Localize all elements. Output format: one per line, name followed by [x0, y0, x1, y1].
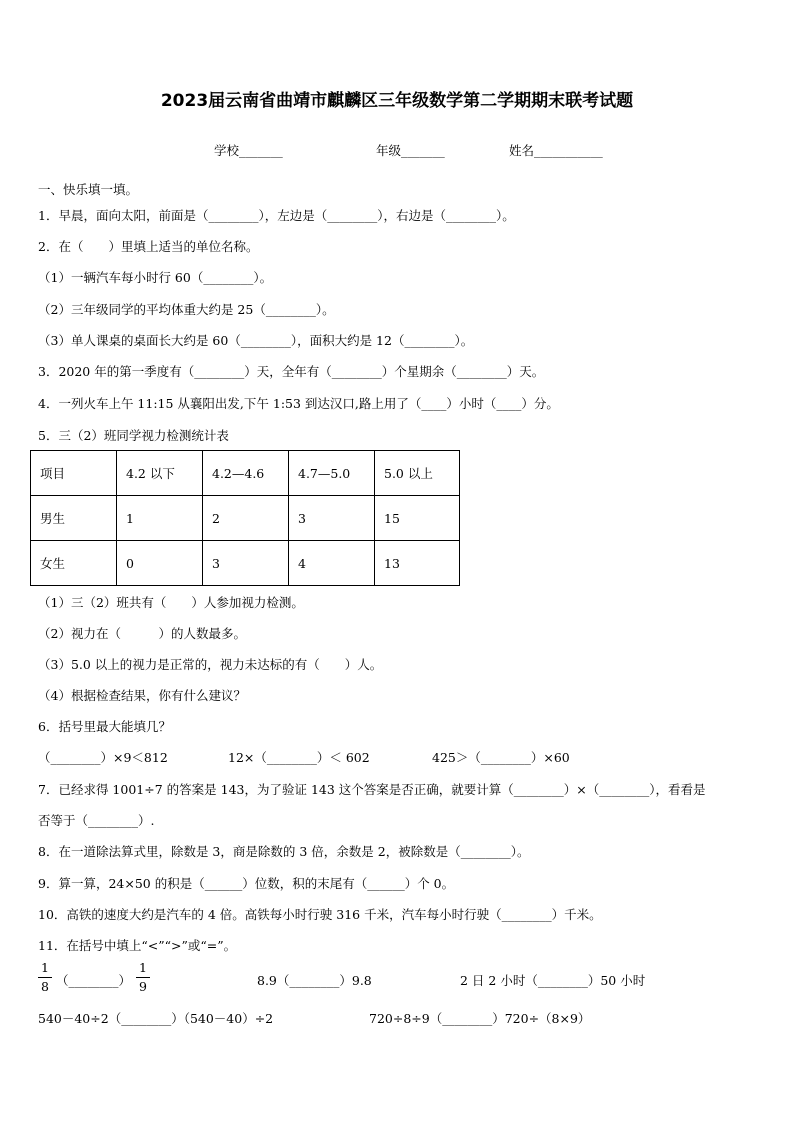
question-6-b: 12×（________）＜ 602	[228, 750, 370, 765]
table-header-cell: 项目	[31, 451, 117, 496]
table-cell: 1	[117, 496, 203, 541]
question-10: 10．高铁的速度大约是汽车的 4 倍。高铁每小时行驶 316 千米，汽车每小时行驶（________）千米。	[38, 907, 602, 922]
question-6: 6．括号里最大能填几？	[38, 719, 171, 734]
question-11-b: 8.9（________）9.8	[257, 973, 372, 988]
question-2-2: （2）三年级同学的平均体重大约是 25（________）。	[38, 302, 335, 317]
table-cell: 3	[203, 541, 289, 586]
question-8: 8．在一道除法算式里，除数是 3，商是除数的 3 倍，余数是 2，被除数是（________）。	[38, 844, 530, 859]
table-header-row	[31, 451, 460, 496]
question-5: 5．三（2）班同学视力检测统计表	[38, 428, 229, 443]
table-cell: 4	[289, 541, 375, 586]
page-title: 2023届云南省曲靖市麒麟区三年级数学第二学期期末联考试题	[160, 91, 634, 111]
school-field[interactable]: 学校_______	[214, 143, 283, 158]
table-cell: 女生	[31, 541, 117, 586]
vision-stat-table	[30, 450, 460, 586]
fraction-numerator: 1	[41, 960, 49, 975]
question-3: 3．2020 年的第一季度有（________）天，全年有（________）个星期余（________）天。	[38, 364, 545, 379]
question-5-3: （3）5.0 以上的视力是正常的，视力未达标的有（ ）人。	[38, 657, 383, 672]
question-4: 4．一列火车上午 11:15 从襄阳出发,下午 1:53 到达汉口,路上用了（____）小时（____）分。	[38, 396, 559, 411]
table-cell: 13	[375, 541, 460, 586]
table-cell: 15	[375, 496, 460, 541]
table-header-cell: 5.0 以上	[375, 451, 460, 496]
fraction-denominator: 8	[41, 979, 49, 994]
question-2-1: （1）一辆汽车每小时行 60（________）。	[38, 270, 273, 285]
question-11-blank: （________）	[56, 973, 132, 988]
table-header-cell: 4.2—4.6	[203, 451, 289, 496]
table-cell: 0	[117, 541, 203, 586]
question-2: 2．在（ ）里填上适当的单位名称。	[38, 239, 259, 254]
table-header-cell: 4.2 以下	[117, 451, 203, 496]
question-5-2: （2）视力在（ ）的人数最多。	[38, 626, 246, 641]
section-heading: 一、快乐填一填。	[38, 182, 139, 197]
question-7-line-1: 7．已经求得 1001÷7 的答案是 143，为了验证 143 这个答案是否正确，就要计算（________）×（________），看看是	[38, 782, 706, 797]
table-cell: 男生	[31, 496, 117, 541]
question-9: 9．算一算，24×50 的积是（______）位数，积的末尾有（______）个 0。	[38, 876, 455, 891]
table-cell: 3	[289, 496, 375, 541]
question-7-line-2: 否等于（________）.	[38, 813, 155, 828]
question-11-c: 2 日 2 小时（________）50 小时	[460, 973, 646, 988]
fraction-one-ninth	[136, 961, 150, 994]
table-cell: 2	[203, 496, 289, 541]
question-11-e: 720÷8÷9（________）720÷（8×9）	[369, 1011, 591, 1026]
grade-field[interactable]: 年级_______	[376, 143, 445, 158]
fraction-numerator: 1	[139, 960, 147, 975]
fraction-one-eighth	[38, 961, 52, 994]
question-11-d: 540－40÷2（________）（540－40）÷2	[38, 1011, 274, 1026]
table-header-cell: 4.7—5.0	[289, 451, 375, 496]
question-1: 1．早晨，面向太阳，前面是（________），左边是（________），右边是（________）。	[38, 208, 515, 223]
question-6-c: 425＞（________）×60	[432, 750, 570, 765]
question-2-3: （3）单人课桌的桌面长大约是 60（________），面积大约是 12（________）。	[38, 333, 474, 348]
question-5-4: （4）根据检查结果，你有什么建议？	[38, 688, 246, 703]
name-field[interactable]: 姓名___________	[509, 143, 603, 158]
fraction-bar	[136, 977, 150, 978]
question-11: 11．在括号中填上“<”“>”或“=”。	[38, 938, 237, 953]
fraction-bar	[38, 977, 52, 978]
table-row	[31, 541, 460, 586]
question-5-1: （1）三（2）班共有（ ）人参加视力检测。	[38, 595, 304, 610]
question-6-a: （________）×9＜812	[38, 750, 168, 765]
table-row	[31, 496, 460, 541]
fraction-denominator: 9	[139, 979, 147, 994]
